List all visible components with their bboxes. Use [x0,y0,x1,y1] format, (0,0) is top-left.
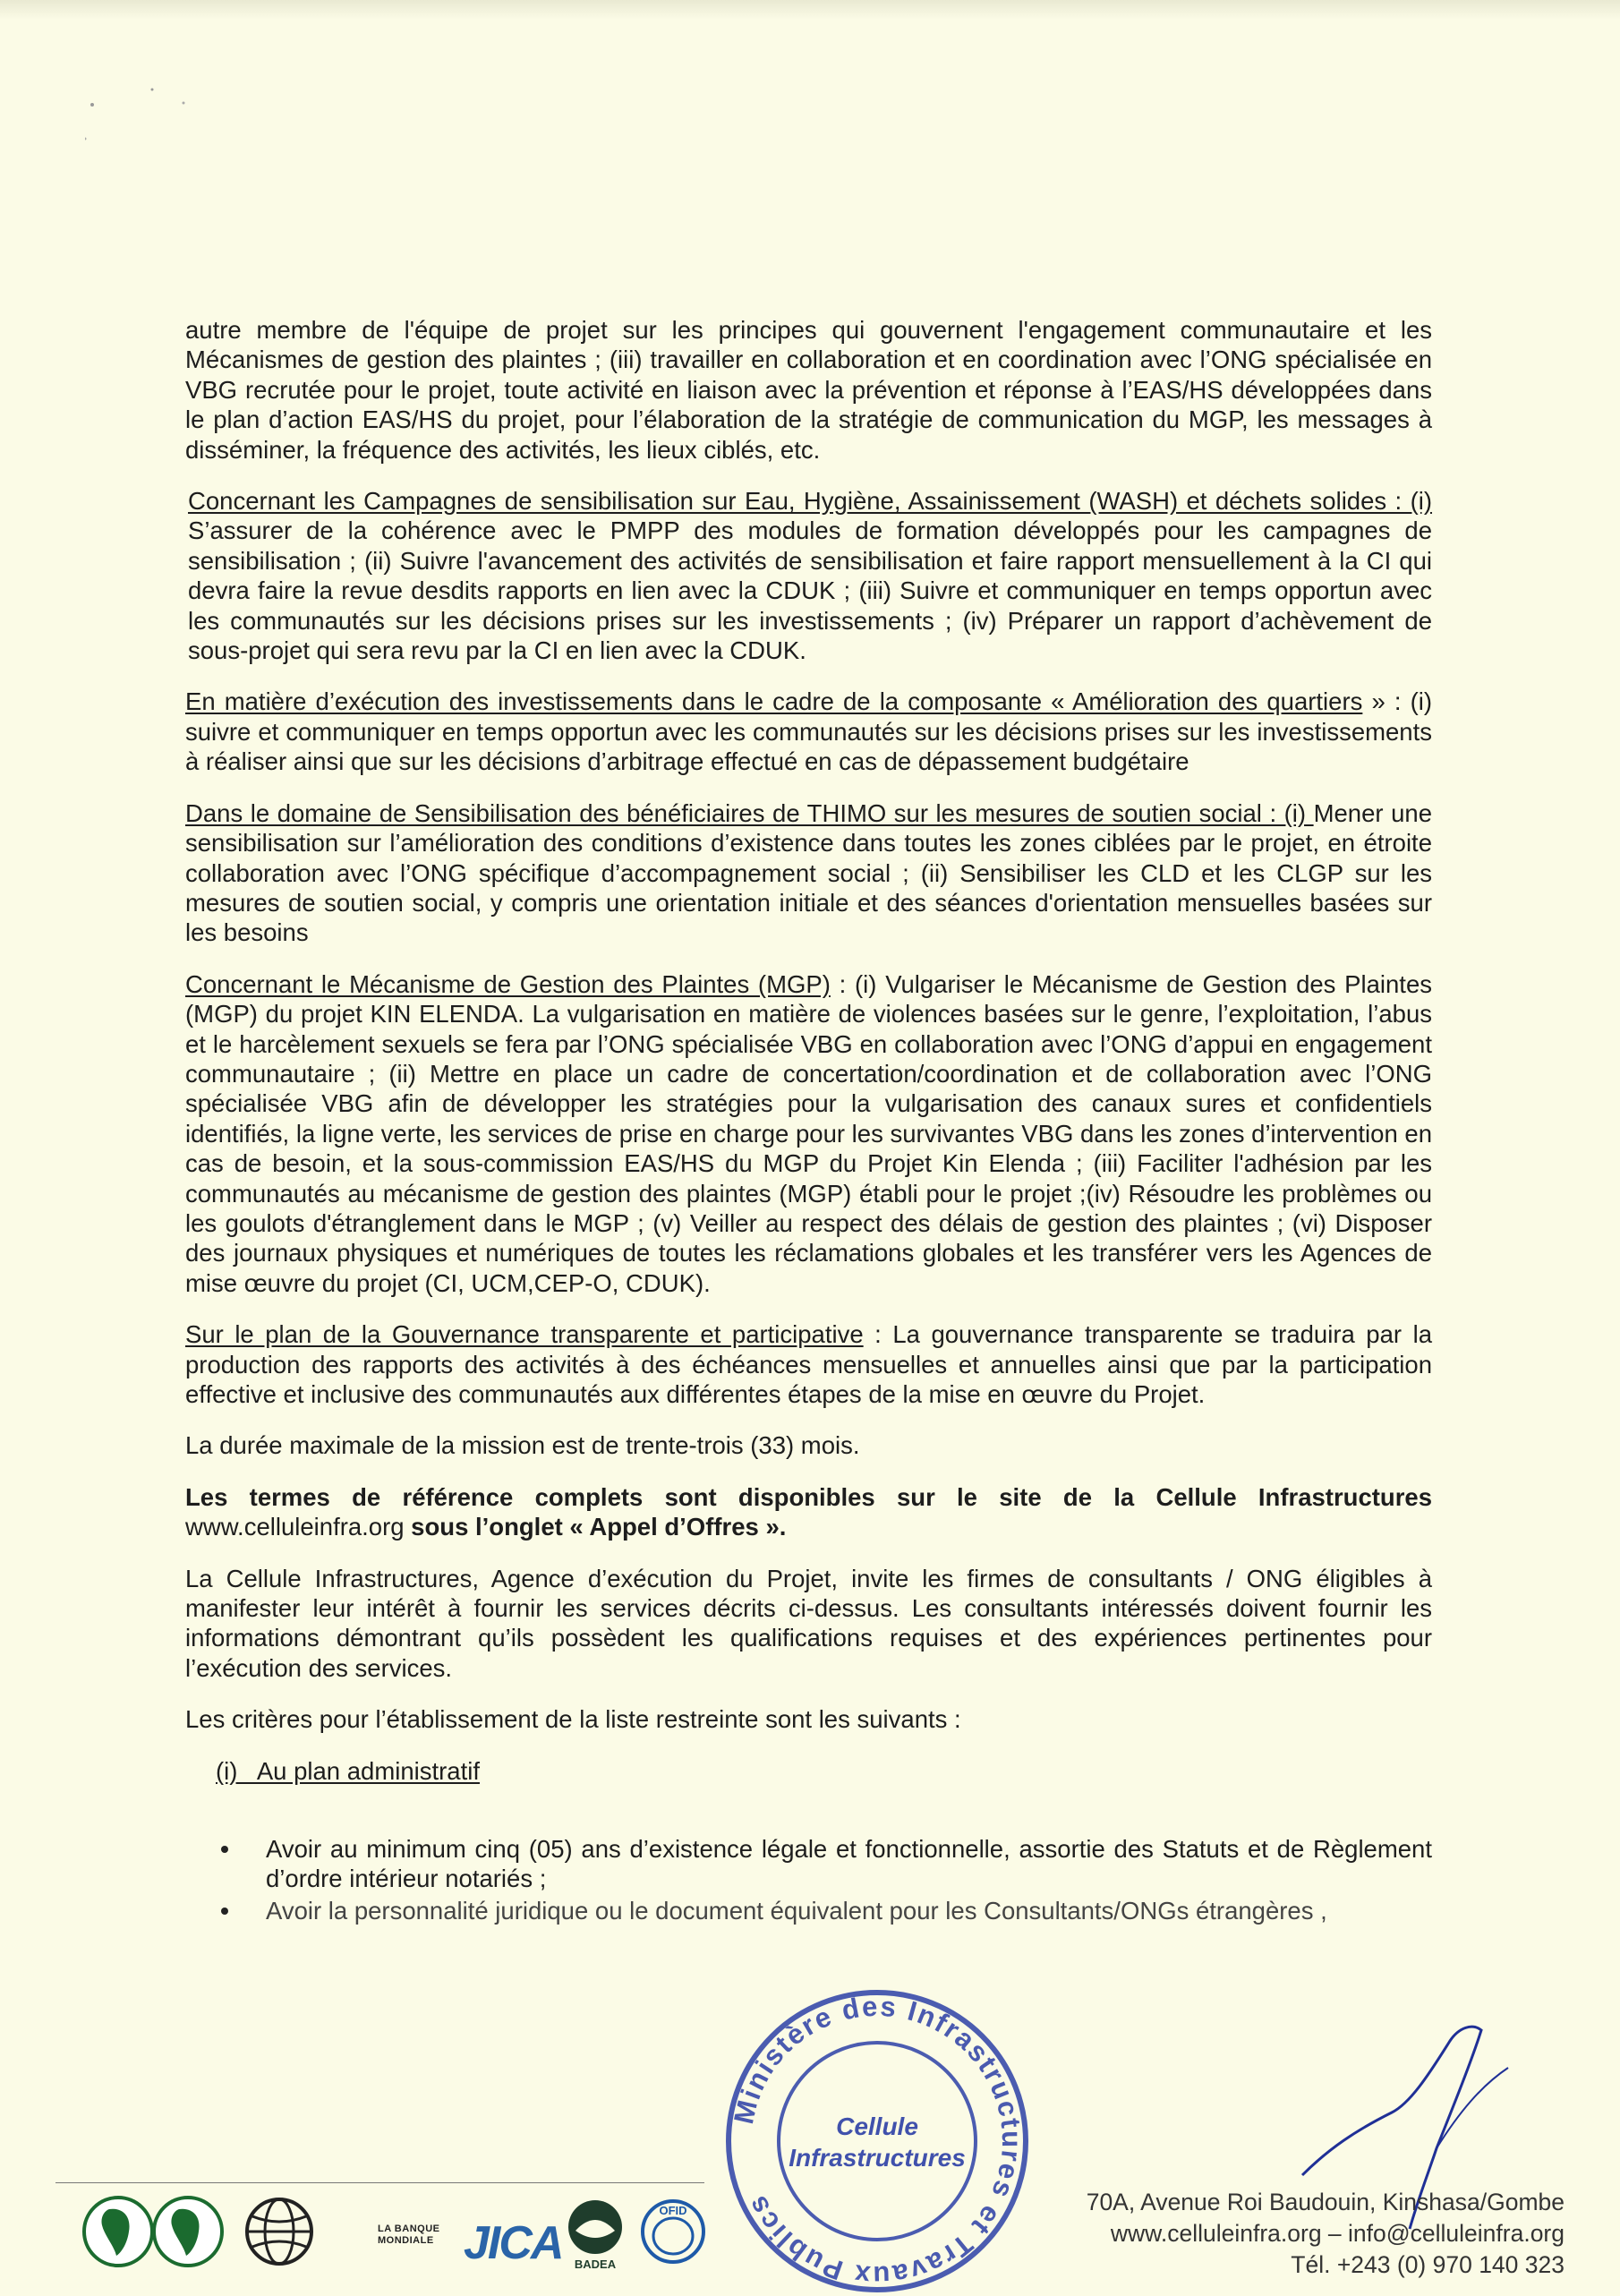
criteria-list [185,1834,1432,1925]
list-item: Avoir la personnalité juridique ou le document équivalent pour les Consultants/ONGs étrangères , [185,1896,1432,1925]
list-item: Avoir au minimum cinq (05) ans d’existence légale et fonctionnelle, assortie des Statuts et de Règlement d’ordre intérieur notariés ; [185,1834,1432,1894]
badea-label: BADEA [574,2258,617,2271]
document-body [185,315,1432,1927]
website-link[interactable]: www.celluleinfra.org [185,1513,405,1541]
heading-wash: Concernant les Campagnes de sensibilisation sur Eau, Hygiène, Assainissement (WASH) et déchets solides : (i) [188,487,1432,516]
paragraph-gouvernance: Sur le plan de la Gouvernance transparente et participative : La gouvernance transparente se traduira par la production des rapports des activités à des échéances mensuelles et annuelles ainsi que par la participation effective et inclusive des communautés aux différentes étapes de la mise en œuvre du Projet. [185,1320,1432,1408]
sub-heading-administratif: (i) Au plan administratif [216,1756,480,1785]
jica-logo: JICA [464,2217,563,2269]
footer-contact [1087,2187,1565,2281]
stamp-line-2: Infrastructures [789,2144,966,2172]
badea-logo-icon [559,2191,631,2272]
page-specks [85,85,210,148]
official-stamp [716,1987,1038,2296]
footer-phone: Tél. +243 (0) 970 140 323 [1291,2251,1565,2278]
paragraph-invitation: La Cellule Infrastructures, Agence d’exécution du Projet, invite les firmes de consultants / ONG éligibles à manifester leur intérêt à fournir les services décrits ci-dessus. Les consultants intéressés doivent fournir les informations démontrant qu’ils possèdent les qualifications requises et des expériences pertinentes pour l’exécution des services. [185,1564,1432,1682]
paragraph-investissements: En matière d’exécution des investissements dans le cadre de la composante « Amélioration des quartiers » : (i) suivre et communiquer en temps opportun avec les communautés sur les décisions prises sur les investissements à réaliser ainsi que sur les décisions d’arbitrage effectué en cas de dépassement budgétaire [185,687,1433,776]
page-edge [0,0,1620,20]
heading-mgp: Concernant le Mécanisme de Gestion des Plaintes (MGP) [185,969,831,998]
heading-thimo: Dans le domaine de Sensibilisation des bénéficiaires de THIMO sur les mesures de soutien social : (i) [185,798,1314,827]
paragraph-intro: autre membre de l'équipe de projet sur les principes qui gouvernent l'engagement communautaire et les Mécanismes de gestion des plaintes ; (iii) travailler en collaboration et en coordination avec l’ONG spécialisée en VBG recrutée pour le projet, toute activité en liaison avec la prévention et réponse à l’EAS/HS développées dans le plan d’action EAS/HS du projet, pour l’élaboration de la stratégie de communication du MGP, les messages à disséminer, la fréquence des activités, les lieux ciblés, etc. [185,316,1432,464]
stamp-ring-text: Ministère des Infrastructures et Travaux Publics [728,1990,1028,2292]
bad-logo-icon [82,2191,226,2272]
heading-investissements: En matière d’exécution des investissements dans le cadre de la composante « Amélioration des quartiers [185,687,1363,716]
footer-website[interactable]: www.celluleinfra.org – info@celluleinfra.org [1110,2220,1565,2247]
stamp-line-1: Cellule [836,2112,918,2140]
banque-mondiale-globe-icon [230,2191,337,2272]
paragraph-duree: La durée maximale de la mission est de trente-trois (33) mois. [185,1431,860,1460]
paragraph-thimo: Dans le domaine de Sensibilisation des bénéficiaires de THIMO sur les mesures de soutien social : (i) Mener une sensibilisation sur l’amélioration des conditions d’existence dans toutes les zones ciblées par le projet, en étroite collaboration avec l’ONG spécifique d’accompagnement social ; (ii) Sensibiliser les CLD et les CLGP sur les mesures de soutien social, y compris une orientation initiale et des séances d'orientation mensuelles basées sur les besoins [185,798,1432,947]
paragraph-mgp: Concernant le Mécanisme de Gestion des Plaintes (MGP) : (i) Vulgariser le Mécanisme de Gestion des Plaintes (MGP) du projet KIN ELENDA. La vulgarisation en matière de violences basées sur le genre, l’exploitation, l’abus et le harcèlement sexuels se fera par l’ONG spécialisée VBG en collaboration avec l’ONG d’appui en engagement communautaire ; (ii) Mettre en place un cadre de concertation/coordination et de collaboration avec l’ONG spécialisée VBG afin de développer les stratégies pour la vulgarisation des canaux sures et confidentiels identifiés, la ligne verte, les services de prise en charge pour les survivantes VBG dans les zones d’intervention en cas de besoin, et la sous-commission EAS/HS du MGP du Projet Kin Elenda ; (iii) Faciliter l'adhésion par les communautés au mécanisme de gestion des plaintes (MGP) établi pour le projet ;(iv) Résoudre les problèmes ou les goulots d'étranglement dans le MGP ; (v) Veiller au respect des délais de gestion des plaintes ; (vi) Disposer des journaux physiques et numériques de toutes les réclamations globales et les transférer vers les Agences de mise œuvre du projet (CI, UCM,CEP-O, CDUK). [185,969,1432,1297]
paragraph-criteres: Les critères pour l’établissement de la liste restreinte sont les suivants : [185,1705,961,1734]
partner-logos [82,2191,709,2272]
footer-rule [55,2182,704,2183]
footer-address: 70A, Avenue Roi Baudouin, Kinshasa/Gombe [1086,2189,1565,2215]
ofid-logo-icon [637,2191,709,2272]
paragraph-wash: Concernant les Campagnes de sensibilisation sur Eau, Hygiène, Assainissement (WASH) et déchets solides : (i) S’assurer de la cohérence avec le PMPP des modules de formation développés pour les campagnes de sensibilisation ; (ii) Suivre l'avancement des activités de sensibilisation et faire rapport mensuellement à la CI qui devra faire la revue desdits rapports en lien avec la CDUK ; (iii) Suivre et communiquer en temps opportun avec les communautés sur les décisions prises sur les investissements ; (iv) Préparer un rapport d’achèvement de sous-projet qui sera revu par la CI en lien avec la CDUK. [188,487,1432,665]
ofid-label: OFID [659,2204,687,2217]
heading-gouvernance: Sur le plan de la Gouvernance transparente et participative [185,1320,864,1349]
banque-mondiale-text: LA BANQUE MONDIALE [378,2223,440,2246]
paragraph-termes-reference: Les termes de référence complets sont disponibles sur le site de la Cellule Infrastructures www.celluleinfra.org sous l’onglet « Appel d’Offres ». [185,1482,1432,1541]
